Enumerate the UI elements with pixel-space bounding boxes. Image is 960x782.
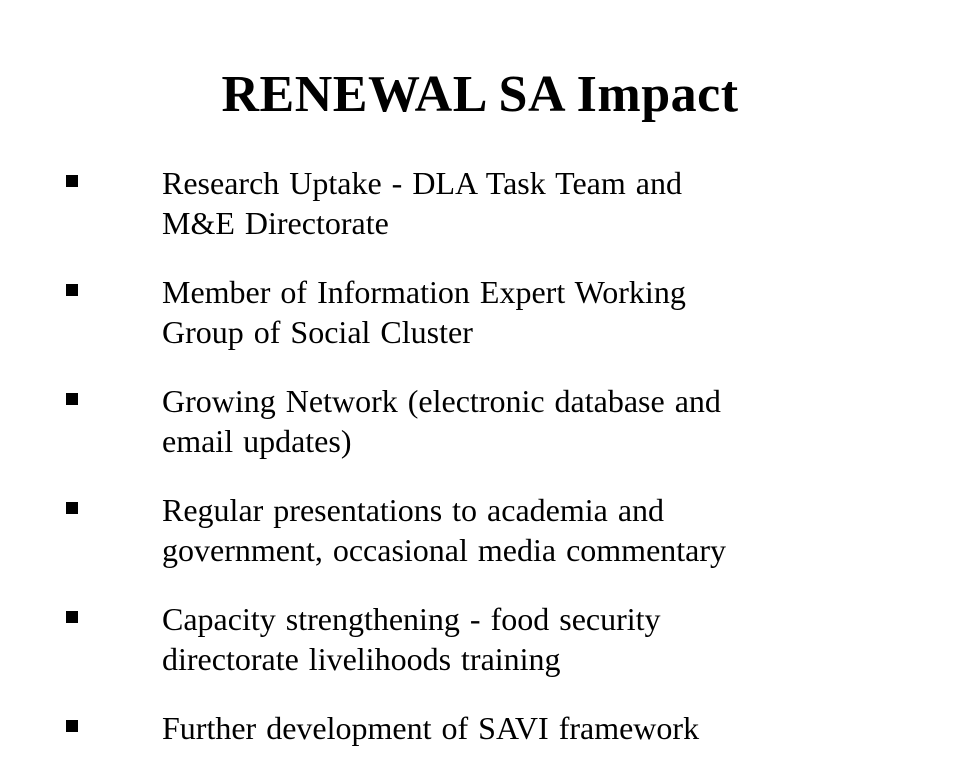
bullet-line: government, occasional media commentary xyxy=(162,532,727,568)
bullet-text xyxy=(162,599,882,679)
bullet-line: Research Uptake - DLA Task Team and xyxy=(162,165,682,201)
list-item xyxy=(0,163,960,258)
bullet-line: Group of Social Cluster xyxy=(162,314,473,350)
bullet-text xyxy=(162,381,882,461)
bullet-line: Further development of SAVI framework xyxy=(162,710,700,746)
slide-title: RENEWAL SA Impact xyxy=(221,66,739,123)
bullet-list xyxy=(0,163,960,782)
bullet-line: Growing Network (electronic database and xyxy=(162,383,721,419)
square-bullet-icon xyxy=(66,175,78,187)
list-item xyxy=(0,490,960,585)
bullet-line: directorate livelihoods training xyxy=(162,641,561,677)
square-bullet-icon xyxy=(66,284,78,296)
square-bullet-icon xyxy=(66,393,78,405)
list-item xyxy=(0,599,960,694)
square-bullet-icon xyxy=(66,502,78,514)
list-item xyxy=(0,708,960,768)
square-bullet-icon xyxy=(66,720,78,732)
bullet-text xyxy=(162,490,882,570)
bullet-line: M&E Directorate xyxy=(162,205,389,241)
bullet-line: email updates) xyxy=(162,423,352,459)
square-bullet-icon xyxy=(66,611,78,623)
bullet-line: Regular presentations to academia and xyxy=(162,492,665,528)
bullet-text xyxy=(162,708,882,748)
bullet-line: Capacity strengthening - food security xyxy=(162,601,661,637)
bullet-text xyxy=(162,163,882,243)
list-item xyxy=(0,381,960,476)
bullet-text xyxy=(162,272,882,352)
list-item xyxy=(0,272,960,367)
bullet-line: Member of Information Expert Working xyxy=(162,274,686,310)
